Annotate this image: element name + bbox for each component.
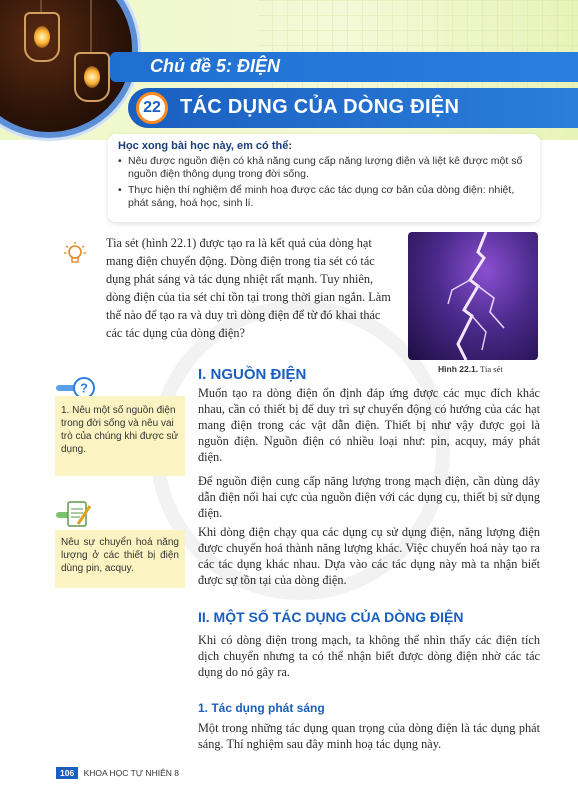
lamp-icon xyxy=(74,52,110,102)
section2-paragraph: Khi có dòng điện trong mạch, ta không thể nhìn thấy các điện tích dịch chuyển nhưng ta có thể nhận biết được dòng điện nhờ các tác dụng do nó gây ra. xyxy=(198,633,540,679)
objective-item: • Nêu được nguồn điện có khả năng cung cấp năng lượng điện và liệt kê được một số nguồn điện thông dụng trong đời sống. xyxy=(118,155,530,181)
sidebar-note: Nêu sự chuyển hoá năng lượng ở các thiết bị điện dùng pin, acquy. xyxy=(55,530,185,588)
section1-paragraph: Để nguồn điện cung cấp năng lượng trong mạch điện, cần dùng dây dẫn điện nối hai cực của nguồn điện với các dụng cụ, thiết bị sử dụng điện. xyxy=(198,474,540,520)
section1-paragraph: Muốn tạo ra dòng điện ổn định đáp ứng được các mục đích khác nhau, cần có thiết bị để duy trì sự chuyển động có hướng của các hạt mang điện trong các vật dẫn điện. Thiết bị như vậy được gọi là nguồn điện. Nguồn điện có nhiều loại như: pin, acquy, máy phát điện. xyxy=(198,386,540,464)
objectives-heading: Học xong bài học này, em có thể: xyxy=(118,140,292,152)
lamp-icon xyxy=(24,12,60,62)
section-heading-power-source: I. NGUỒN ĐIỆN xyxy=(198,366,307,383)
section1-paragraph: Khi dòng điện chạy qua các dụng cụ sử dụng điện, năng lượng điện được chuyển hoá thành năng lượng khác. Việc chuyển hoá này tạo ra các tác dụng khác nhau. Dựa vào các tác dụng này mà ta nhận biết được sự tồn tại của dòng điện. xyxy=(198,525,540,587)
page-footer xyxy=(56,768,179,778)
lightning-photo xyxy=(408,232,538,360)
section2-paragraph: Một trong những tác dụng quan trọng của dòng điện là tác dụng phát sáng. Thí nghiệm sau đây minh hoạ tác dụng này. xyxy=(198,721,540,751)
notepad-pencil-icon xyxy=(56,500,92,530)
lesson-number-badge: 22 xyxy=(136,92,168,124)
svg-text:?: ? xyxy=(80,380,88,396)
sidebar-question: 1. Nêu một số nguồn điện trong đời sống và nêu vai trò của chúng khi được sử dụng. xyxy=(55,396,185,476)
page-number: 106 xyxy=(56,767,78,779)
section-heading-effects: II. MỘT SỐ TÁC DỤNG CỦA DÒNG ĐIỆN xyxy=(198,609,464,625)
caption-label: Hình 22.1. xyxy=(438,364,479,374)
caption-text: Tia sét xyxy=(480,364,503,374)
objective-item: • Thực hiện thí nghiệm để minh hoạ được các tác dụng cơ bản của dòng điện: nhiệt, phát sáng, hoá học, sinh lí. xyxy=(118,184,530,210)
lightbulb-icon xyxy=(64,242,86,268)
subsection-heading-light: 1. Tác dụng phát sáng xyxy=(198,701,325,715)
topic-title: Chủ đề 5: ĐIỆN xyxy=(150,56,281,76)
book-title: KHOA HỌC TỰ NHIÊN 8 xyxy=(83,768,179,778)
figure-caption xyxy=(438,364,503,374)
intro-paragraph: Tia sét (hình 22.1) được tạo ra là kết quả của dòng hạt mang điện chuyển động. Dòng điện trong tia sét có tác dụng phát sáng và tác dụng nhiệt rất mạnh. Tuy nhiên, dòng điện của tia sét chỉ tồn tại trong thời gian ngắn. Làm thế nào để tạo ra và duy trì dòng điện để từ đó khai thác các tác dụng của dòng điện? xyxy=(106,236,391,340)
lesson-title: TÁC DỤNG CỦA DÒNG ĐIỆN xyxy=(180,96,460,118)
objectives-box xyxy=(108,134,540,222)
